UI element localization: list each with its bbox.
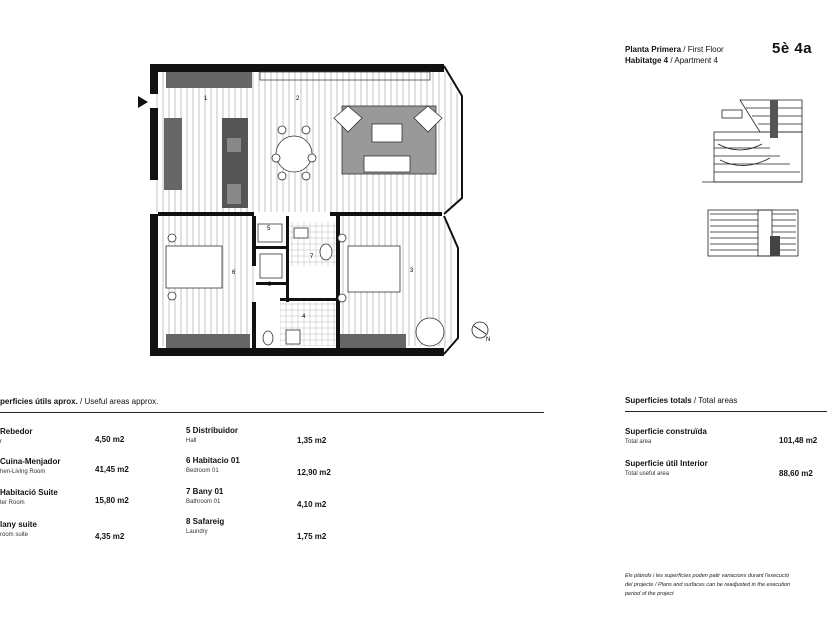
area-sub: room suite [0,532,29,538]
room-number-6: 6 [232,270,236,276]
area-value: 1,35 m2 [297,436,327,445]
area-name: Rebedor [0,427,33,436]
area-value: 4,50 m2 [95,435,125,444]
total-title-ca: Superficies totals [625,396,692,405]
unit-code: 5è 4a [772,40,813,57]
area-sub: ter Room [0,500,25,506]
area-row-6 [186,456,240,476]
area-name: 7 Bany 01 [186,487,224,496]
useful-title-en: Useful areas approx. [84,397,159,406]
area-value: 1,75 m2 [297,532,327,541]
room-number-2: 2 [296,96,300,102]
entrance-arrow-icon [138,96,148,108]
area-name: 6 Habitacio 01 [186,456,240,465]
area-sub: r [0,439,2,445]
room-number-4: 4 [302,314,306,320]
total-areas-rule [625,411,827,412]
room-number-7: 7 [310,254,314,260]
area-row-3 [0,488,58,508]
area-sub: Bathroom 01 [186,499,221,505]
area-row-8 [186,517,224,537]
total-row-useful [625,459,708,479]
total-row-built [625,427,707,447]
plan-header [625,44,724,66]
terrace-chair [416,318,444,346]
total-sub: Total useful area [625,471,670,477]
area-sub: Hall [186,438,197,444]
total-name: Superficie construïda [625,427,707,436]
total-value: 88,60 m2 [779,469,813,478]
area-name: 8 Safareig [186,517,225,526]
total-title-sep: / [691,396,699,405]
building-key-plan [706,208,801,260]
apartment-line: Habitatge 4 / Apartment 4 [625,56,718,65]
north-label: N [486,337,490,343]
area-row-7 [186,487,223,507]
area-row-5 [186,426,238,446]
room-number-5: 5 [267,226,271,232]
area-value: 4,35 m2 [95,532,125,541]
total-name: Superficie útil Interior [625,459,708,468]
area-row-4 [0,520,37,540]
note-line-2: del projecte / Plans and surfaces can be readjusted in the execution [625,582,791,588]
total-title-en: Total areas [698,396,738,405]
disclaimer-note [625,572,830,599]
area-sub: hen-Living Room [0,469,46,475]
area-sub: Laundry [186,529,208,535]
room-number-3: 3 [410,268,414,274]
room-number-1: 1 [204,96,208,102]
area-name: Cuina-Menjador [0,457,61,466]
total-value: 101,48 m2 [779,436,818,445]
total-sub: Total area [625,439,652,445]
area-row-2 [0,457,60,477]
area-row-1 [0,427,32,447]
north-arrow-icon [472,322,488,338]
living-sofa [334,106,442,174]
note-line-3: period of the project [625,591,674,597]
useful-title-sep: / [77,397,85,406]
floor-en: First Floor [687,45,724,54]
area-value: 4,10 m2 [297,500,327,509]
apartment-ca: Habitatge 4 [625,56,669,65]
useful-areas-title [0,397,158,406]
note-line-1: Els plànols i les superfícies poden patir variacions durant l'execució [625,573,789,579]
floor-plan [130,58,490,368]
area-value: 12,90 m2 [297,468,331,477]
floor-line: Planta Primera / First Floor [625,45,724,54]
area-name: lany suite [0,520,37,529]
area-sub: Bedroom 01 [186,468,219,474]
floor-ca: Planta Primera [625,45,682,54]
useful-title-ca: perficies útils aprox. [0,397,78,406]
building-elevation-diagram [700,96,810,186]
area-value: 41,45 m2 [95,465,129,474]
room-number-8: 8 [268,282,272,288]
area-value: 15,80 m2 [95,496,129,505]
area-name: 5 Distribuidor [186,426,239,435]
total-areas-title [625,396,737,405]
useful-areas-rule [0,412,544,413]
area-name: Habitació Suite [0,488,58,497]
apartment-en: Apartment 4 [674,56,718,65]
